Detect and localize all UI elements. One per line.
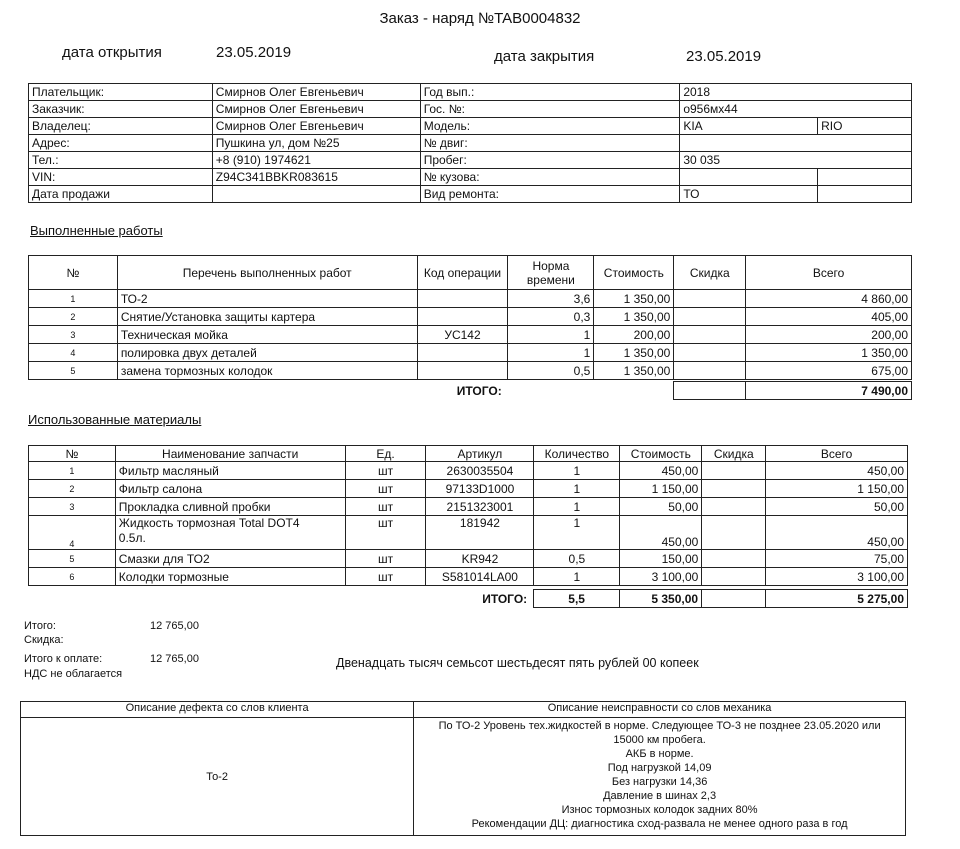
engine-value [680, 135, 912, 152]
materials-row-qty: 1 [534, 568, 620, 586]
works-row-cost: 1 350,00 [594, 344, 674, 362]
works-row-code [417, 308, 508, 326]
materials-row-num: 4 [29, 516, 116, 550]
materials-row-discount [702, 550, 766, 568]
works-row-name: Снятие/Установка защиты картера [117, 308, 417, 326]
materials-row-cost: 450,00 [620, 516, 702, 550]
materials-row-num: 5 [29, 550, 116, 568]
works-row-cost: 1 350,00 [594, 290, 674, 308]
works-row-code: УС142 [417, 326, 508, 344]
works-row [29, 326, 912, 344]
works-row-norm: 0,3 [508, 308, 594, 326]
works-row-total: 675,00 [746, 362, 912, 380]
works-row-total: 200,00 [746, 326, 912, 344]
mechanic-note-line: Рекомендации ДЦ: диагностика сход-развала не менее одного раза в год [471, 818, 848, 830]
materials-total-row [28, 589, 908, 608]
defects-mechanic-text [414, 718, 906, 836]
repair-type-label: Вид ремонта: [420, 186, 680, 203]
document-title: Заказ - наряд №TAB0004832 [379, 10, 581, 27]
defects-client-text: То-2 [21, 718, 414, 836]
materials-header-cost: Стоимость [620, 446, 702, 462]
works-row-cost: 200,00 [594, 326, 674, 344]
materials-row-total: 450,00 [766, 516, 908, 550]
materials-row-discount [702, 480, 766, 498]
works-header-norm: Норма времени [508, 256, 594, 290]
materials-row-name: Фильтр салона [115, 480, 345, 498]
materials-header-num: № [29, 446, 116, 462]
materials-row-cost: 3 100,00 [620, 568, 702, 586]
summary-discount-label: Скидка: [24, 634, 64, 646]
works-row-code [417, 344, 508, 362]
open-date-label: дата открытия [62, 44, 162, 61]
materials-row [29, 498, 908, 516]
works-section-title: Выполненные работы [30, 223, 163, 238]
works-total-row [28, 381, 912, 400]
plate-label: Гос. №: [420, 101, 680, 118]
materials-total-cost: 5 350,00 [620, 590, 702, 608]
summary-topay-label: Итого к оплате: [24, 653, 103, 665]
payer-label: Плательщик: [29, 84, 213, 101]
client-car-table [28, 83, 912, 203]
materials-row-num: 3 [29, 498, 116, 516]
materials-row [29, 480, 908, 498]
mechanic-note-line: Давление в шинах 2,3 [603, 790, 717, 802]
materials-row-total: 50,00 [766, 498, 908, 516]
works-row-cost: 1 350,00 [594, 308, 674, 326]
materials-row-total: 1 150,00 [766, 480, 908, 498]
mechanic-note-line: АКБ в норме. [625, 748, 694, 760]
close-date-label: дата закрытия [494, 48, 595, 65]
works-row-code [417, 362, 508, 380]
works-row-discount [674, 290, 746, 308]
works-total-spacer [674, 382, 746, 400]
works-row-name: Техническая мойка [117, 326, 417, 344]
mechanic-note-line: 15000 км пробега. [613, 734, 706, 746]
materials-row-article: 2630035504 [426, 462, 534, 480]
works-table [28, 255, 912, 380]
owner-value: Смирнов Олег Евгеньевич [212, 118, 420, 135]
materials-row-unit: шт [345, 568, 426, 586]
works-header-discount: Скидка [674, 256, 746, 290]
works-row [29, 344, 912, 362]
mechanic-note-line: Износ тормозных колодок задних 80% [561, 804, 758, 816]
materials-header-unit: Ед. [345, 446, 426, 462]
materials-row-name: Колодки тормозные [115, 568, 345, 586]
works-row-total: 405,00 [746, 308, 912, 326]
phone-value: +8 (910) 1974621 [212, 152, 420, 169]
materials-row-total: 75,00 [766, 550, 908, 568]
works-row-discount [674, 308, 746, 326]
materials-row-name-line2: 0.5л. [118, 531, 146, 545]
materials-row-num: 2 [29, 480, 116, 498]
works-row-total: 4 860,00 [746, 290, 912, 308]
materials-row-discount [702, 462, 766, 480]
materials-header-name: Наименование запчасти [115, 446, 345, 462]
materials-header-qty: Количество [534, 446, 620, 462]
repair-type-extra [818, 186, 912, 203]
sale-date-value [212, 186, 420, 203]
materials-row-cost: 50,00 [620, 498, 702, 516]
works-row-num: 5 [29, 362, 118, 380]
body-value [680, 169, 818, 186]
materials-total-qty: 5,5 [534, 590, 620, 608]
works-row-num: 2 [29, 308, 118, 326]
materials-row-article: S581014LA00 [426, 568, 534, 586]
materials-row-discount [702, 498, 766, 516]
works-row-norm: 3,6 [508, 290, 594, 308]
materials-row [29, 462, 908, 480]
works-row-discount [674, 344, 746, 362]
materials-row-article: 2151323001 [426, 498, 534, 516]
works-row-cost: 1 350,00 [594, 362, 674, 380]
body-value-extra [818, 169, 912, 186]
phone-label: Тел.: [29, 152, 213, 169]
works-total-value: 7 490,00 [746, 382, 912, 400]
repair-type-value: ТО [680, 186, 818, 203]
year-label: Год вып.: [420, 84, 680, 101]
materials-row-name: Прокладка сливной пробки [115, 498, 345, 516]
year-value: 2018 [680, 84, 912, 101]
close-date: 23.05.2019 [686, 48, 762, 65]
owner-label: Владелец: [29, 118, 213, 135]
defects-client-header: Описание дефекта со слов клиента [21, 702, 414, 718]
works-header-cost: Стоимость [594, 256, 674, 290]
materials-row-qty: 1 [534, 516, 620, 550]
mechanic-note-line: Без нагрузки 14,36 [611, 776, 708, 788]
works-total-label: ИТОГО: [456, 383, 502, 398]
materials-header-total: Всего [766, 446, 908, 462]
works-row-num: 3 [29, 326, 118, 344]
materials-row-qty: 1 [534, 480, 620, 498]
defects-table [20, 701, 906, 836]
materials-total-value: 5 275,00 [766, 590, 908, 608]
customer-value: Смирнов Олег Евгеньевич [212, 101, 420, 118]
materials-header-discount: Скидка [702, 446, 766, 462]
open-date: 23.05.2019 [216, 44, 292, 61]
vin-label: VIN: [29, 169, 213, 186]
summary-total-value: 12 765,00 [150, 620, 199, 632]
mileage-label: Пробег: [420, 152, 680, 169]
summary-amount-in-words: Двенадцать тысяч семьсот шестьдесят пять рублей 00 копеек [336, 656, 699, 670]
address-value: Пушкина ул, дом №25 [212, 135, 420, 152]
model-value: RIO [818, 118, 912, 135]
materials-row-name: Смазки для ТО2 [115, 550, 345, 568]
materials-total-label: ИТОГО: [482, 591, 528, 606]
materials-row-unit: шт [345, 550, 426, 568]
materials-row-unit: шт [345, 462, 426, 480]
works-row-total: 1 350,00 [746, 344, 912, 362]
works-row-discount [674, 362, 746, 380]
materials-total-spacer [702, 590, 766, 608]
materials-row-name: Фильтр масляный [115, 462, 345, 480]
materials-row-num: 6 [29, 568, 116, 586]
works-header-num: № [29, 256, 118, 290]
materials-row-cost: 150,00 [620, 550, 702, 568]
materials-row-cost: 450,00 [620, 462, 702, 480]
sale-date-label: Дата продажи [29, 186, 213, 203]
works-row-name: ТО-2 [117, 290, 417, 308]
model-label: Модель: [420, 118, 680, 135]
works-row [29, 308, 912, 326]
materials-row-name-line1: Жидкость тормозная Total DOT4 [118, 516, 300, 530]
works-header-total: Всего [746, 256, 912, 290]
defects-mechanic-header: Описание неисправности со слов механика [414, 702, 906, 718]
works-total-spacer [594, 382, 674, 400]
materials-row-num: 1 [29, 462, 116, 480]
summary-topay-value: 12 765,00 [150, 653, 199, 665]
works-row-num: 4 [29, 344, 118, 362]
payer-value: Смирнов Олег Евгеньевич [212, 84, 420, 101]
materials-row-total: 450,00 [766, 462, 908, 480]
mechanic-note-line: Под нагрузкой 14,09 [607, 762, 712, 774]
customer-label: Заказчик: [29, 101, 213, 118]
works-row-norm: 1 [508, 344, 594, 362]
materials-row-article: 97133D1000 [426, 480, 534, 498]
works-total-spacer [508, 382, 594, 400]
materials-row [29, 516, 908, 550]
plate-value: о956мх44 [680, 101, 912, 118]
materials-row-article: 181942 [426, 516, 534, 550]
works-header-code: Код операции [417, 256, 508, 290]
works-row-num: 1 [29, 290, 118, 308]
summary-total-label: Итого: [24, 620, 56, 632]
body-label: № кузова: [420, 169, 680, 186]
materials-row-discount [702, 568, 766, 586]
materials-row-qty: 0,5 [534, 550, 620, 568]
works-header-name: Перечень выполненных работ [117, 256, 417, 290]
works-row-name: полировка двух деталей [117, 344, 417, 362]
materials-row-name [115, 516, 345, 550]
materials-row-unit: шт [345, 498, 426, 516]
materials-row [29, 568, 908, 586]
materials-row-cost: 1 150,00 [620, 480, 702, 498]
engine-label: № двиг: [420, 135, 680, 152]
materials-row-qty: 1 [534, 462, 620, 480]
works-row-discount [674, 326, 746, 344]
works-row [29, 362, 912, 380]
materials-row-total: 3 100,00 [766, 568, 908, 586]
address-label: Адрес: [29, 135, 213, 152]
summary-vat: НДС не облагается [24, 668, 123, 680]
materials-row-unit: шт [345, 480, 426, 498]
materials-header-article: Артикул [426, 446, 534, 462]
works-row-norm: 1 [508, 326, 594, 344]
materials-table [28, 445, 908, 586]
mechanic-note-line: По ТО-2 Уровень тех.жидкостей в норме. Следующее ТО-3 не позднее 23.05.2020 или [438, 720, 881, 732]
materials-section-title: Использованные материалы [28, 412, 202, 427]
materials-row-qty: 1 [534, 498, 620, 516]
works-row-norm: 0,5 [508, 362, 594, 380]
make-value: KIA [680, 118, 818, 135]
vin-value: Z94C341BBKR083615 [212, 169, 420, 186]
works-row-code [417, 290, 508, 308]
materials-row-article: KR942 [426, 550, 534, 568]
materials-row-unit: шт [345, 516, 426, 550]
works-row-name: замена тормозных колодок [117, 362, 417, 380]
materials-row [29, 550, 908, 568]
materials-row-discount [702, 516, 766, 550]
works-row [29, 290, 912, 308]
mileage-value: 30 035 [680, 152, 912, 169]
